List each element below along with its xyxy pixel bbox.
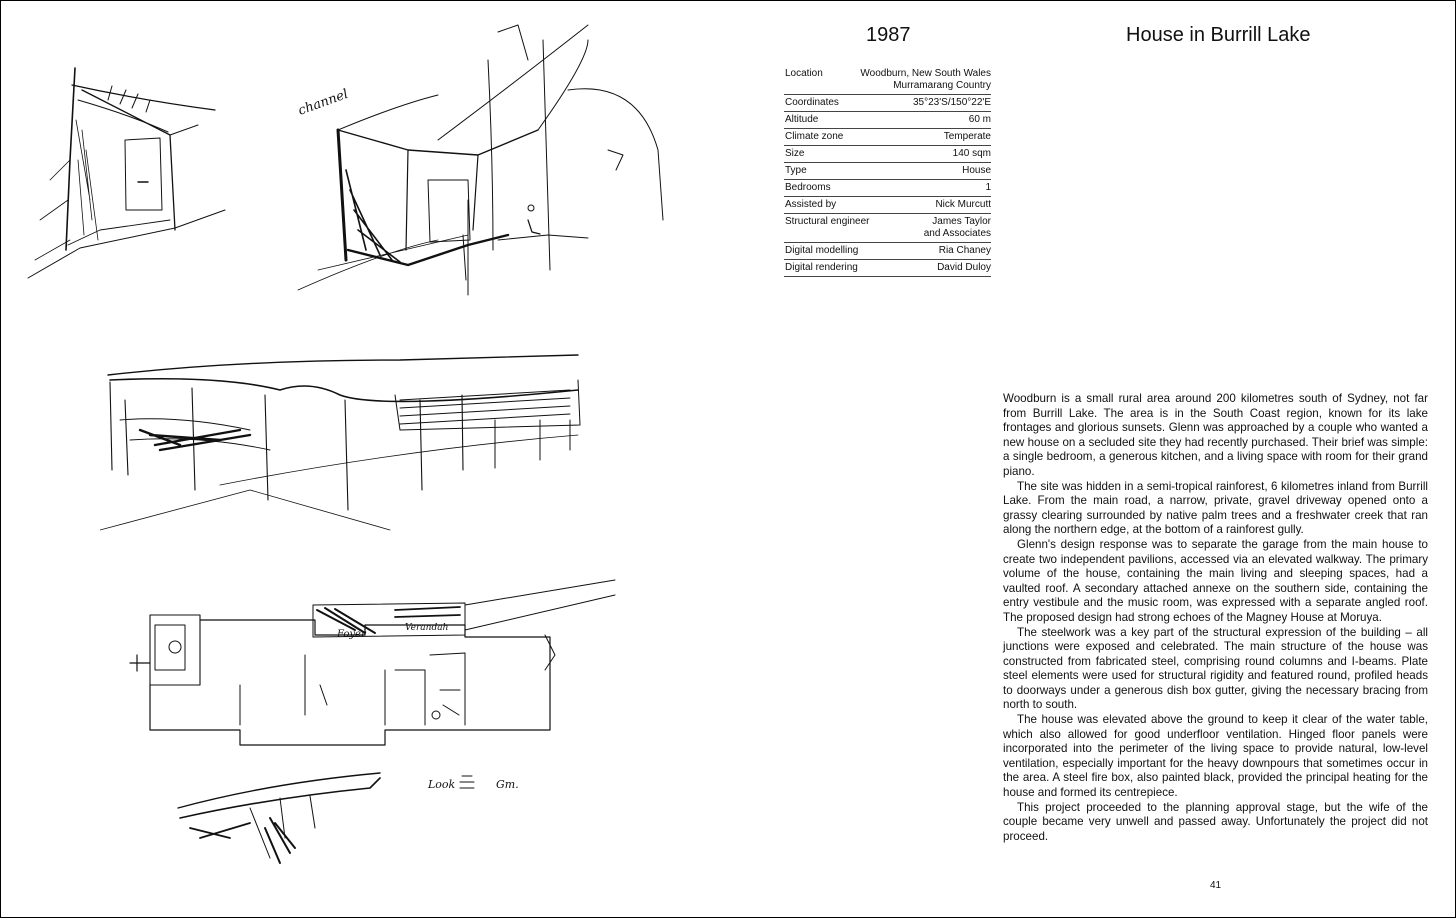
- section-sketch: [170, 768, 560, 868]
- spec-value: James Taylor and Associates: [923, 216, 991, 239]
- spec-label: Digital modelling: [785, 245, 859, 256]
- spec-row-altitude: [784, 112, 991, 129]
- spec-label: Altitude: [785, 114, 819, 125]
- spec-label: Size: [785, 148, 805, 159]
- paragraph: The site was hidden in a semi-tropical rainforest, 6 kilometres inland from Burrill Lake. From the main road, a narrow, private, gravel driveway opened onto a grassy clearing surrounded by native palm trees and a freshwater creek that ran along the northern edge, at the bottom of a rainforest gully.: [1003, 479, 1428, 537]
- paragraph: The house was elevated above the ground to keep it clear of the water table, which also allowed for good underfloor ventilation. Hinged floor panels were incorporated into the perimeter of the living space to provide natural, low-level ventilation, especially important for the heavy downpours that sometimes occur in the area. A steel fire box, also painted black, provided the principal heating for the house and formed its centrepiece.: [1003, 713, 1428, 800]
- paragraph: Glenn's design response was to separate the garage from the main house to create two independent pavilions, accessed via an elevated walkway. The primary volume of the house, containing the main living and sleeping spaces, had a vaulted roof. A secondary attached annexe on the southern side, containing the entry vestibule and the music room, was expressed with a separate angled roof. The proposed design had strong echoes of the Magney House at Moruya.: [1003, 537, 1428, 624]
- spec-row-size: [784, 146, 991, 163]
- spec-label: Coordinates: [785, 97, 839, 108]
- spec-value: Nick Murcutt: [935, 199, 991, 210]
- spec-label: Location: [785, 68, 823, 79]
- floor-plan-sketch: [65, 575, 620, 760]
- spec-row-assisted-by: [784, 197, 991, 214]
- spec-label: Bedrooms: [785, 182, 831, 193]
- paragraph: Woodburn is a small rural area around 200 kilometres south of Sydney, not far from Burrill Lake. The area is in the South Coast region, known for its lake frontages and glorious sunsets. Glenn was approached by a couple who wanted a new house on a secluded site they had recently purchased. Their brief was simple: a single bedroom, a generous kitchen, and a living space with room for their grand piano.: [1003, 392, 1428, 478]
- spec-row-coordinates: [784, 95, 991, 112]
- foyer-annotation: Foyer: [337, 629, 366, 640]
- spec-row-structural-engineer: [784, 214, 991, 243]
- spec-label: Assisted by: [785, 199, 837, 210]
- spec-value: David Duloy: [937, 262, 991, 273]
- interior-sketch-left: [20, 60, 230, 290]
- project-description: [1003, 392, 1428, 844]
- paragraph: The steelwork was a key part of the structural expression of the building – all junctions were exposed and celebrated. The main structure of the house was constructed from fabricated steel, comprising round columns and I-beams. Plate steel elements were used for structural rigidity and featured round, profiled heads to doorways under a generous dish box gutter, giving the necessary bracing from north to south.: [1003, 625, 1428, 712]
- spec-value: Ria Chaney: [938, 245, 991, 256]
- spec-label: Digital rendering: [785, 262, 858, 273]
- spec-label: Climate zone: [785, 131, 844, 142]
- spec-row-bedrooms: [784, 180, 991, 197]
- spec-row-climate-zone: [784, 129, 991, 146]
- spec-value: 1: [985, 182, 991, 193]
- paragraph: This project proceeded to the planning approval stage, but the wife of the couple became very unwell and passed away. Unfortunately the project did not proceed.: [1003, 800, 1428, 843]
- project-title: House in Burrill Lake: [1126, 24, 1311, 46]
- spec-row-location: [784, 66, 991, 95]
- spec-value: 140 sqm: [952, 148, 991, 159]
- verandah-annotation: Verandah: [405, 623, 449, 633]
- pavilion-elevation-sketch: [100, 350, 590, 540]
- look-annotation: Look: [428, 778, 456, 791]
- channel-annotation: channel: [296, 86, 351, 119]
- spec-label: Structural engineer: [785, 216, 870, 227]
- spec-row-digital-rendering: [784, 260, 991, 277]
- spec-value: Woodburn, New South Wales Murramarang Country: [860, 68, 991, 91]
- spec-value: House: [962, 165, 991, 176]
- gm-annotation: Gm.: [496, 778, 519, 791]
- spec-table: [784, 66, 991, 277]
- channel-sketch: [288, 20, 678, 300]
- page-number: 41: [1210, 880, 1222, 891]
- spec-value: 35°23'S/150°22'E: [913, 97, 991, 108]
- spec-row-digital-modelling: [784, 243, 991, 260]
- project-year: 1987: [866, 24, 911, 46]
- spec-value: 60 m: [968, 114, 991, 125]
- spec-label: Type: [785, 165, 807, 176]
- spec-row-type: [784, 163, 991, 180]
- spec-value: Temperate: [943, 131, 991, 142]
